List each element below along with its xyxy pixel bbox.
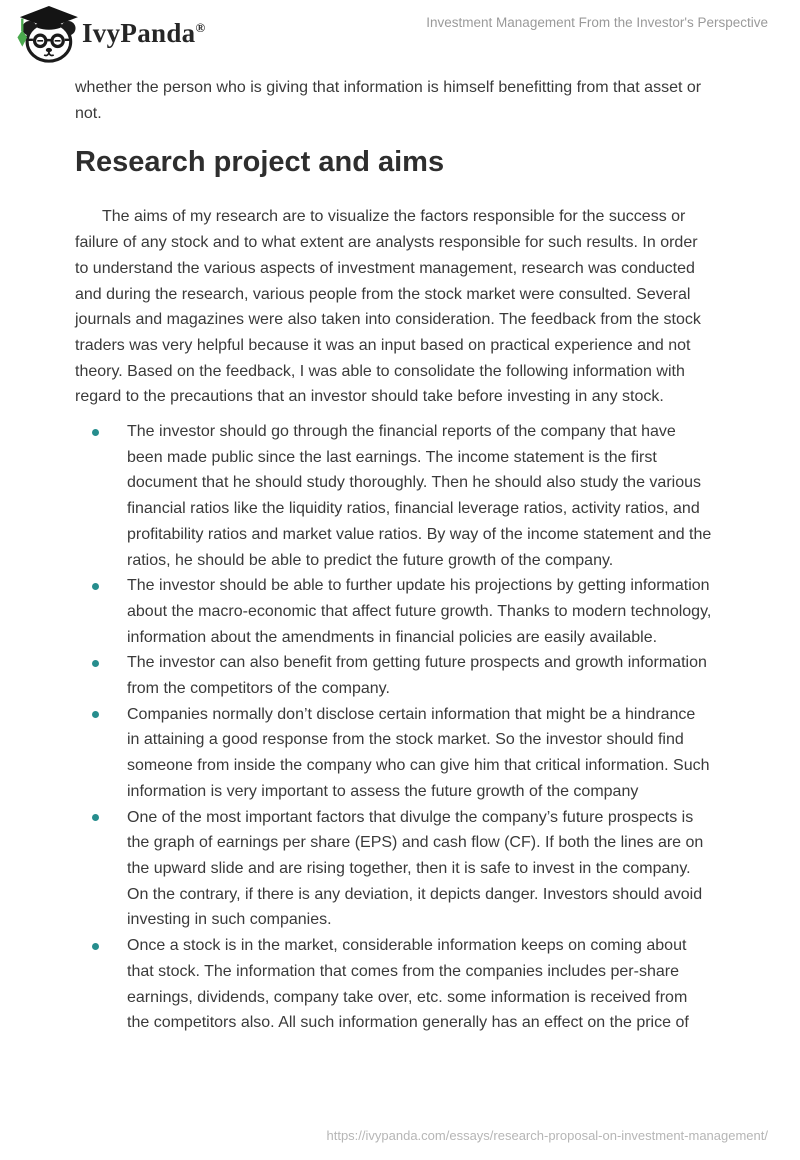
precautions-list: [75, 419, 712, 1036]
list-item: The investor should go through the financial reports of the company that have been made public since the last earnings. The income statement is the first document that he should study thoroughly. Then he should also study the various financial ratios like the liquidity ratios, financial leverage ratios, activity ratios, and profitability ratios and market value ratios. By way of the income statement and the ratios, he should be able to predict the future growth of the company.: [127, 419, 712, 573]
list-item: One of the most important factors that divulge the company’s future prospects is the graph of earnings per share (EPS) and cash flow (CF). If both the lines are on the upward slide and are rising together, then it is safe to invest in the company. On the contrary, if there is any deviation, it depicts danger. Investors should avoid investing in such companies.: [127, 805, 712, 934]
document-title: Investment Management From the Investor's Perspective: [426, 15, 768, 30]
source-url-link[interactable]: https://ivypanda.com/essays/research-proposal-on-investment-management/: [326, 1128, 768, 1143]
list-item: Once a stock is in the market, considerable information keeps on coming about that stock. The information that comes from the companies includes per-share earnings, dividends, company take over, etc. some information is received from the competitors also. All such information generally has an effect on the price of: [127, 933, 712, 1036]
section-heading: Research project and aims: [75, 146, 445, 179]
list-item: Companies normally don’t disclose certain information that might be a hindrance in attaining a good response from the stock market. So the investor should find someone from inside the company who can give him that critical information. Such information is very important to assess the future growth of the company: [127, 702, 712, 805]
brand-name: [82, 18, 205, 49]
brand-wordmark: IvyPanda: [82, 18, 196, 48]
list-item: The investor can also benefit from getting future prospects and growth information from the competitors of the company.: [127, 650, 712, 701]
list-item: The investor should be able to further update his projections by getting information about the macro-economic that affect future growth. Thanks to modern technology, information about the amendments in financial policies are easily available.: [127, 573, 712, 650]
ivypanda-logo: [13, 5, 79, 65]
page-header: [0, 0, 800, 68]
panda-graduation-cap-icon: [13, 5, 79, 65]
registered-trademark: ®: [195, 20, 206, 35]
intro-paragraph: whether the person who is giving that information is himself benefitting from that asset or not.: [75, 79, 702, 122]
document-body: [75, 75, 712, 1036]
aims-paragraph: The aims of my research are to visualize the factors responsible for the success or failure of any stock and to what extent are analysts responsible for such results. In order to understand the various aspects of investment management, research was conducted and during the research, various people from the stock market were consulted. Several journals and magazines were also taken into consideration. The feedback from the stock traders was very helpful because it was an input based on practical experience and not theory. Based on the feedback, I was able to consolidate the following information with regard to the precautions that an investor should take before investing in any stock.: [75, 208, 701, 406]
